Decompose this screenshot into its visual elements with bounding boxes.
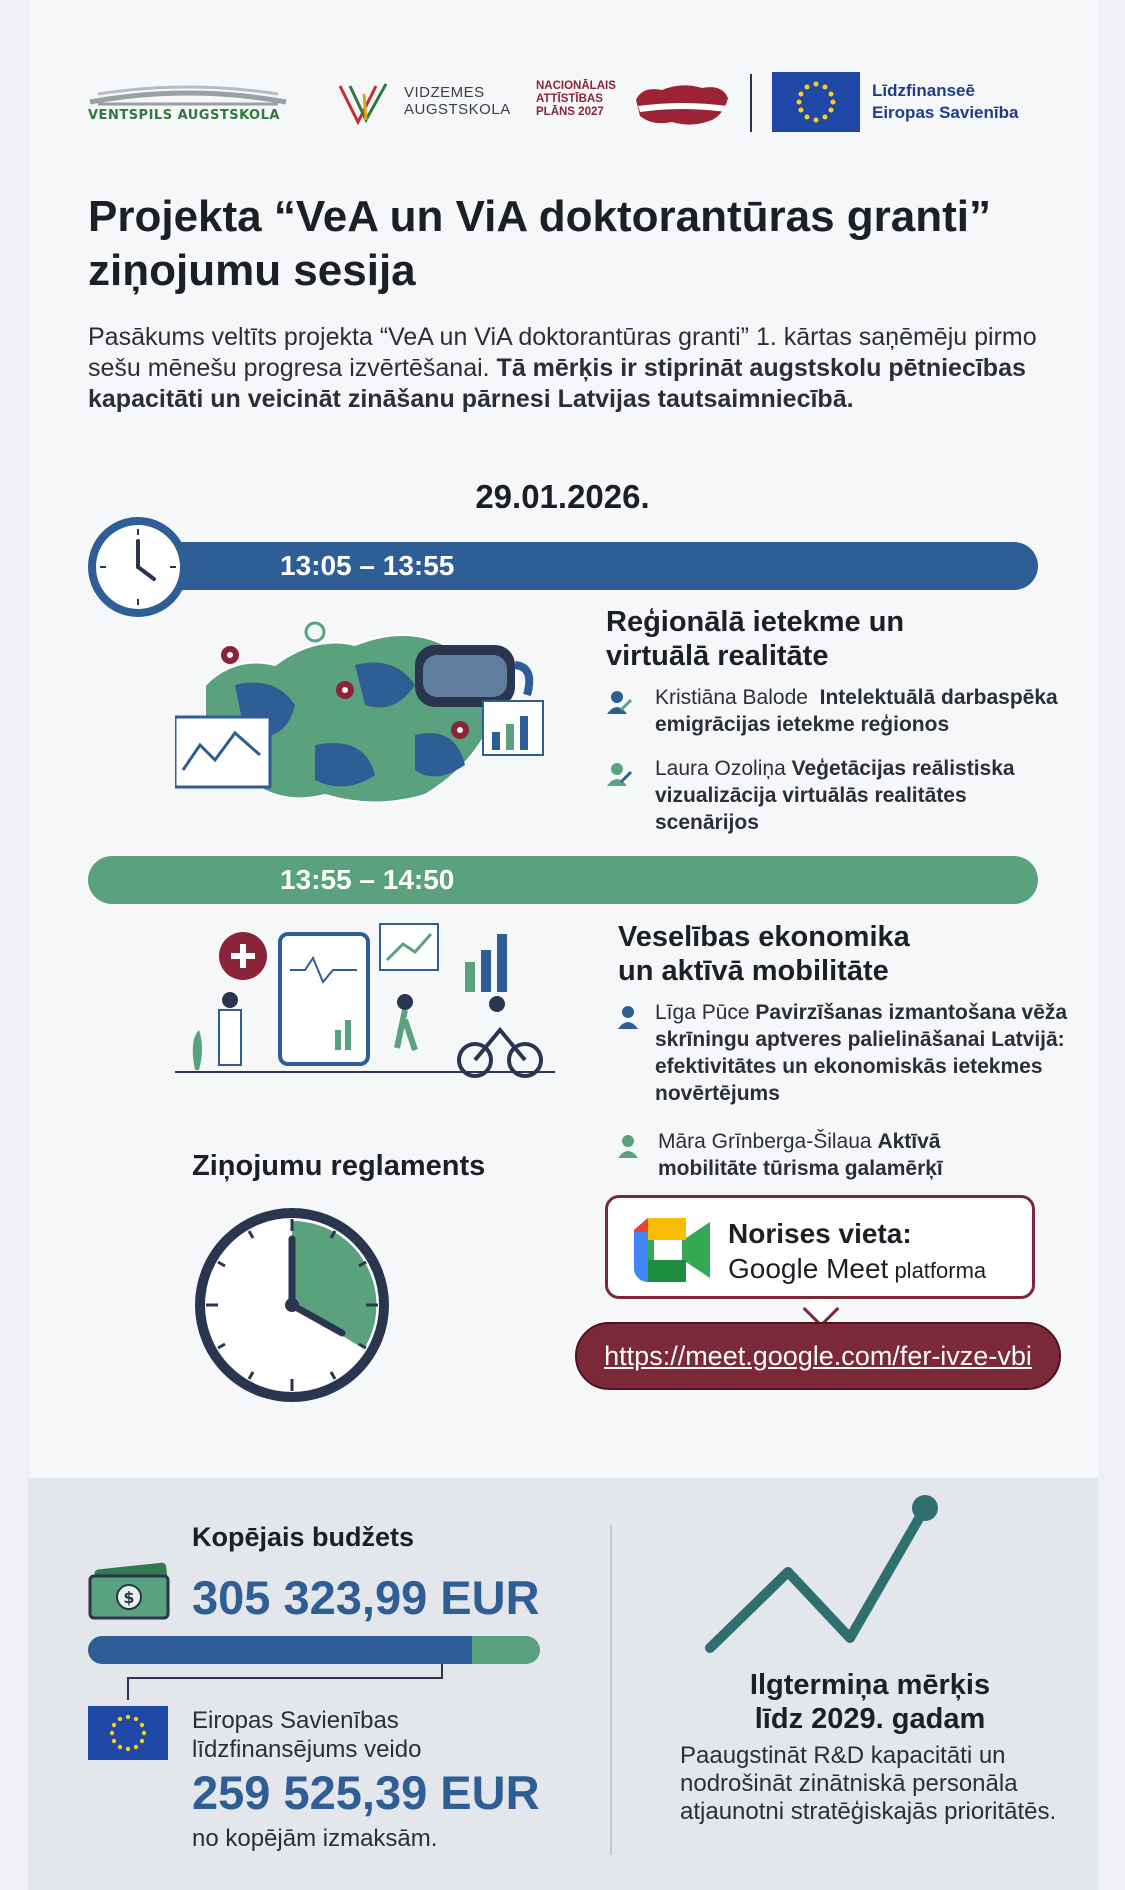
talk-4-topic: Aktīvā mobilitāte tūrisma galamērķī (658, 1130, 943, 1180)
venue-callout (605, 1195, 1035, 1299)
talk-2-topic: Veģetācijas reālistiska vizualizācija virtuālās realitātes scenārijos (655, 757, 1015, 834)
session-1-title: Reģionālā ietekme un virtuālā realitāte (606, 606, 905, 672)
section-divider (610, 1525, 612, 1855)
health-mobility-illustration (175, 920, 555, 1080)
talk-1-topic: Intelektuālā darbaspēka emigrācijas ietekme reģionos (655, 686, 1058, 736)
google-meet-icon (630, 1216, 714, 1284)
session-2-title: Veselības ekonomika un aktīvā mobilitāte (618, 921, 910, 987)
budget-progress-bar (88, 1636, 540, 1664)
money-icon (88, 1562, 172, 1622)
talk-1 (655, 684, 1095, 738)
venue-platform (728, 1253, 986, 1285)
intro-text (88, 322, 1058, 415)
speaker-icon (605, 688, 633, 716)
logo-divider (750, 74, 752, 132)
venue-platform-suffix: platforma (888, 1258, 987, 1283)
eu-flag-icon (772, 72, 860, 132)
talk-3 (655, 999, 1085, 1107)
eu-logo-text: Līdzfinanseē Eiropas Savienība (872, 81, 1019, 122)
latvia-map-icon (632, 80, 732, 130)
timer-clock-icon (192, 1205, 392, 1405)
bar-chart-icon (482, 700, 544, 756)
speaker-icon (616, 1132, 644, 1160)
session-1-time-bar (150, 542, 1038, 590)
speaker-icon (605, 760, 633, 788)
nap2027-logo-text: NACIONĀLAIS ATTĪSTĪBAS PLĀNS 2027 (536, 80, 616, 118)
talk-3-speaker: Līga Pūce (655, 1001, 750, 1024)
eu-cofinancing-label: Eiropas Savienības līdzfinansējums veido (192, 1707, 422, 1763)
speaker-icon (616, 1003, 644, 1031)
page-title: Projekta “VeA un ViA doktorantūras granti” ziņojumu sesija (88, 192, 992, 295)
eu-cofinancing-note: no kopējām izmaksām. (192, 1825, 438, 1852)
eu-cofinancing-value: 259 525,39 EUR (192, 1766, 540, 1819)
budget-progress-fill (88, 1636, 472, 1664)
talk-2-speaker: Laura Ozoliņa (655, 757, 786, 780)
clock-icon (88, 517, 188, 617)
goal-text: Paaugstināt R&D kapacitāti un nodrošināt zinātniskā personāla atjaunotni stratēģiskajās prioritātēs. (680, 1742, 1057, 1825)
talk-4 (658, 1128, 1038, 1182)
talk-4-speaker: Māra Grīnberga-Šilaua (658, 1130, 872, 1153)
budget-connector (126, 1664, 446, 1700)
venue-platform-name: Google Meet (728, 1253, 889, 1284)
ventspils-logo-text: VENTSPILS AUGSTSKOLA (88, 108, 280, 123)
session-2-time-bar (88, 856, 1038, 904)
intro-bold: Tā mērķis ir stiprināt augstskolu pētniecības kapacitāti un veicināt zināšanu pārnesi Latvijas tautsaimniecībā. (88, 354, 1026, 413)
via-logo (336, 80, 516, 126)
talk-1-speaker: Kristiāna Balode (655, 686, 808, 709)
via-logo-text: VIDZEMES AUGSTSKOLA (404, 84, 511, 118)
intro-plain: Pasākums veltīts projekta “VeA un ViA doktorantūras granti” 1. kārtas saņēmēju pirmo sešu mēnešu progresa izvērtēšanai. (88, 323, 1037, 382)
nap2027-logo (536, 78, 726, 132)
talk-3-topic: Pavirzīšanas izmantošana vēža skrīningu aptveres palielināšanai Latvijā: efektivitātes un ekonomiskās ietekmes novērtējums (655, 1001, 1068, 1105)
session-1-time: 13:05 – 13:55 (280, 550, 455, 581)
growth-trend-icon (700, 1470, 1060, 1660)
meet-link[interactable]: https://meet.google.com/fer-ivze-vbi (575, 1322, 1061, 1390)
venue-title: Norises vieta: (728, 1218, 912, 1249)
eu-logo (772, 72, 1072, 132)
session-2-time: 13:55 – 14:50 (280, 864, 455, 895)
ventspils-logo (88, 82, 298, 126)
budget-label: Kopējais budžets (192, 1522, 415, 1552)
svg-text:$: $ (123, 1588, 135, 1607)
budget-value: 305 323,99 EUR (192, 1571, 540, 1624)
eu-flag-small-icon (88, 1706, 168, 1760)
reglaments-title: Ziņojumu reglaments (192, 1150, 486, 1182)
event-date: 29.01.2026. (475, 478, 650, 515)
goal-title: Ilgtermiņa mērķis līdz 2029. gadam (749, 1669, 991, 1735)
talk-2 (655, 755, 1075, 836)
